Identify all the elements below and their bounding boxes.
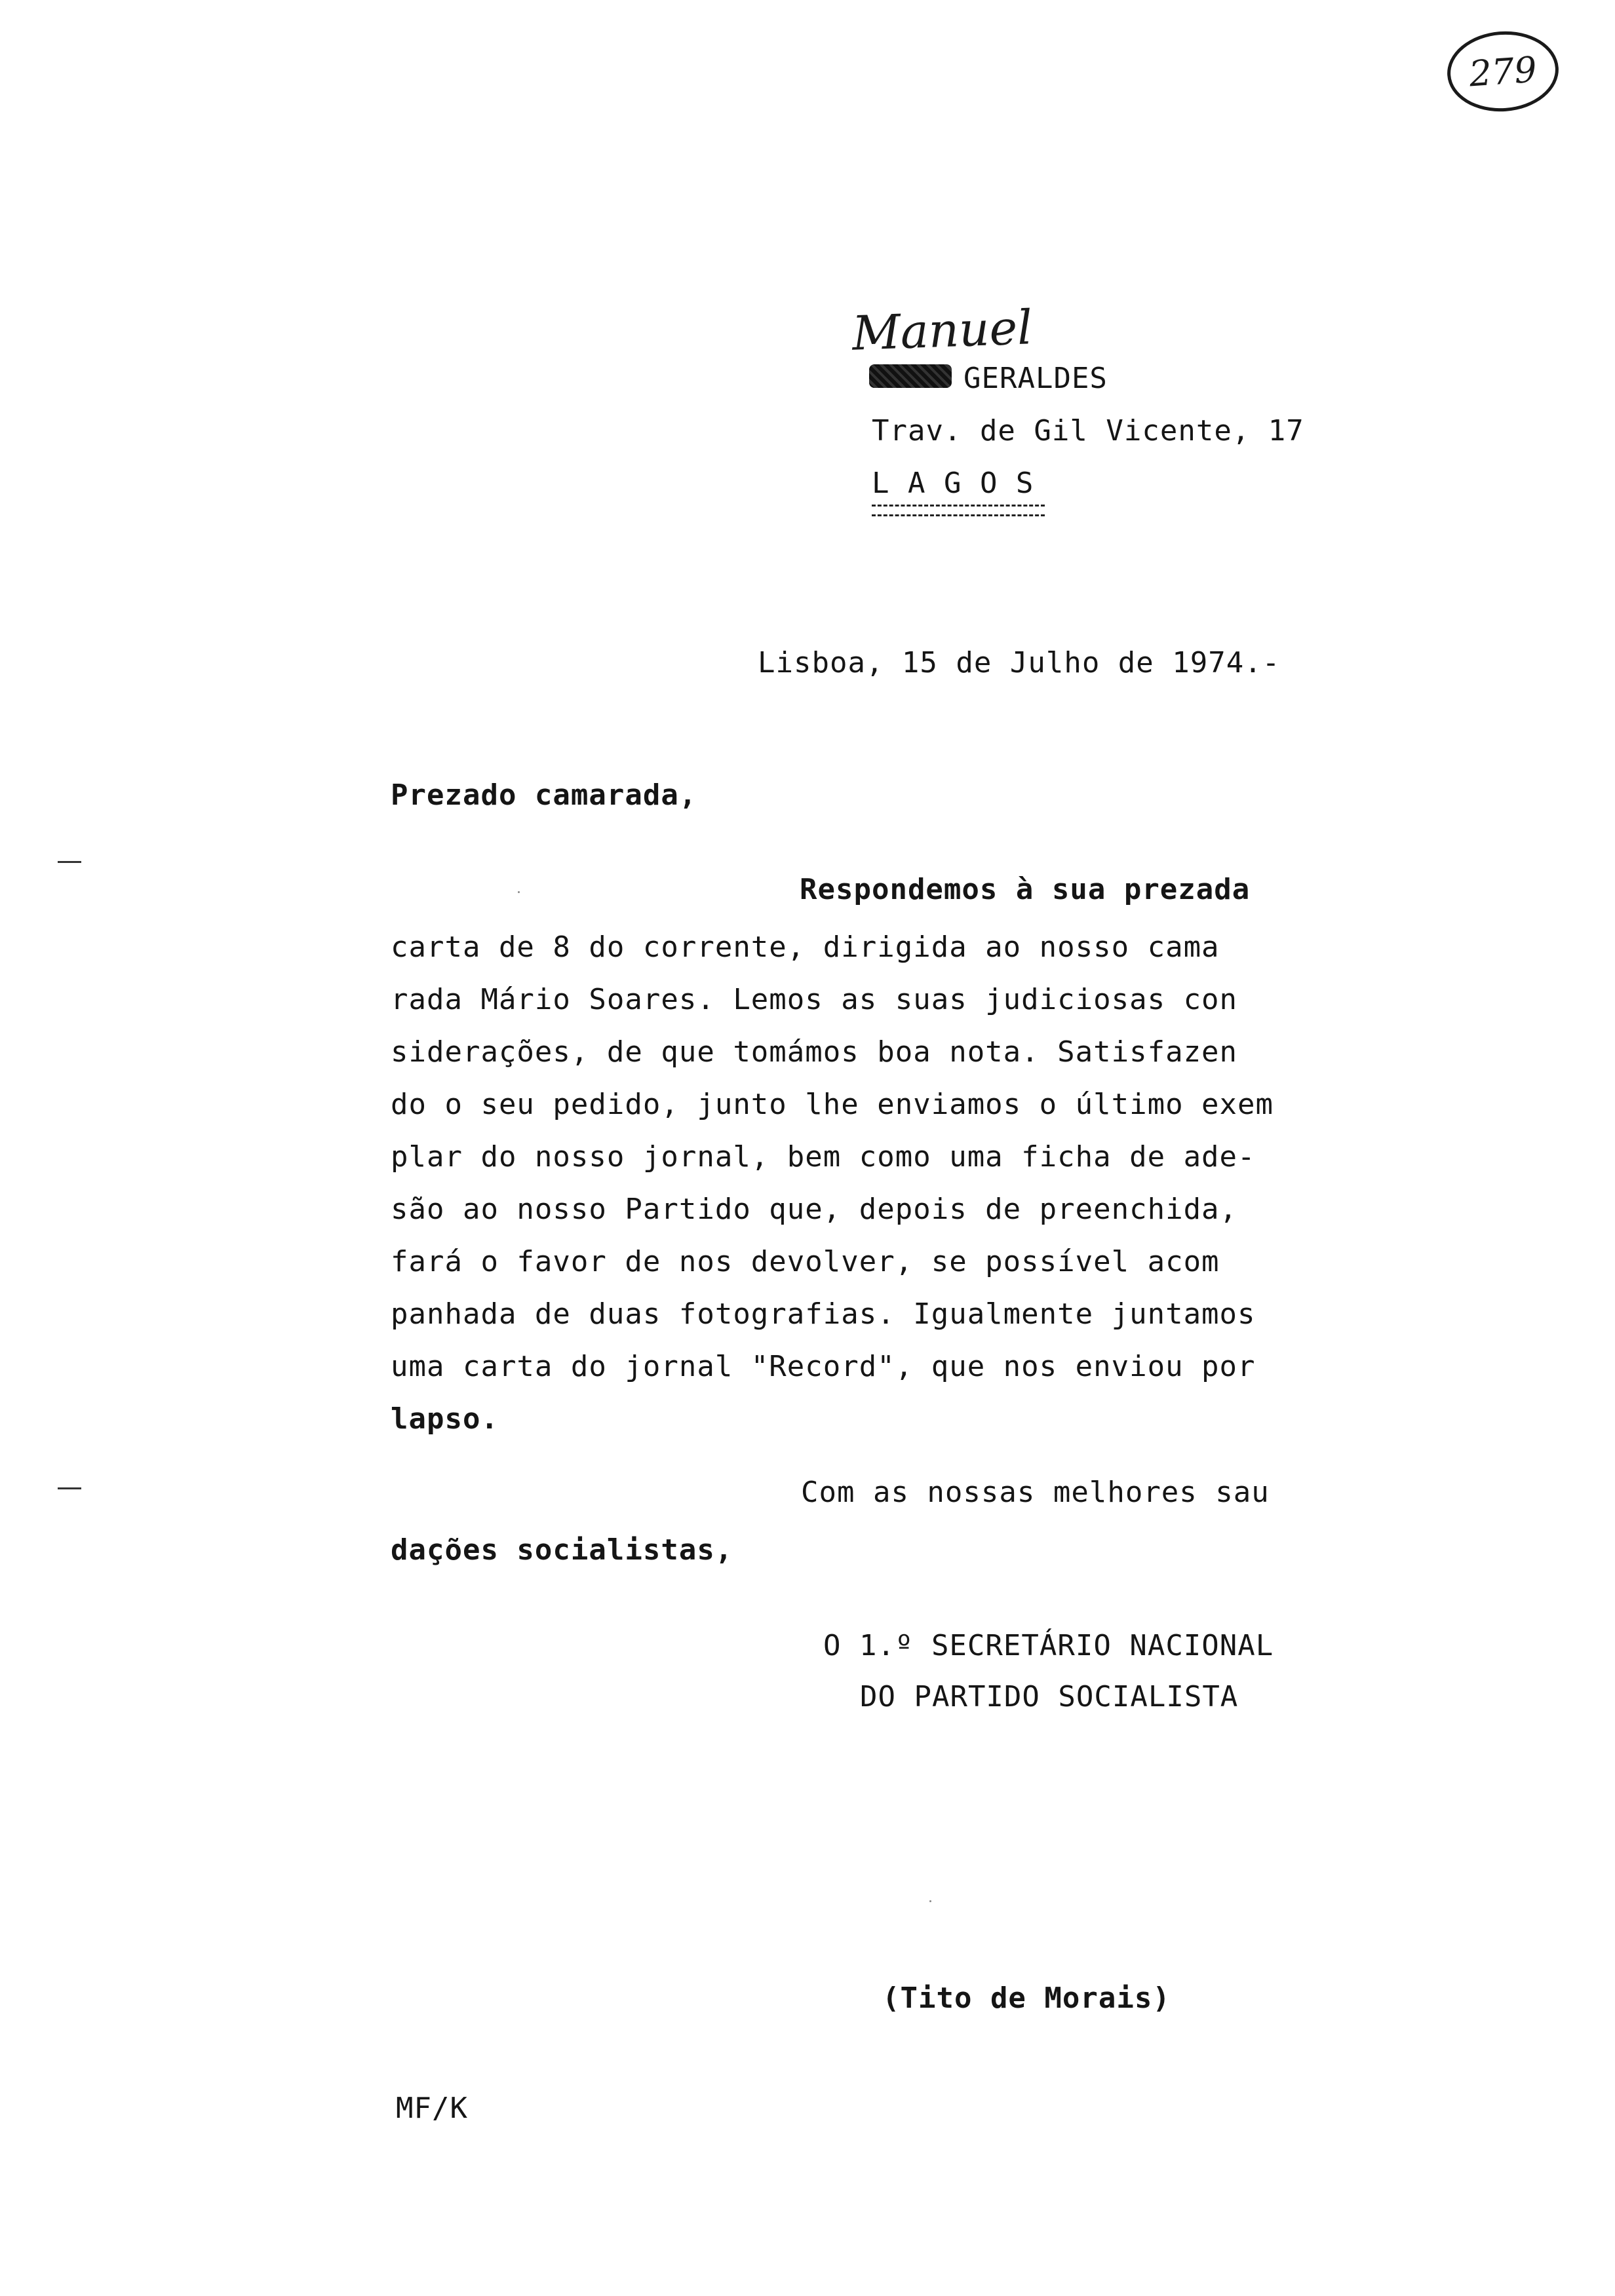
signature-title-line1: O 1.º SECRETÁRIO NACIONAL	[823, 1629, 1274, 1662]
signatory-name: (Tito de Morais)	[882, 1981, 1171, 2015]
page-number-text: 279	[1468, 48, 1538, 95]
closing-line: Com as nossas melhores sau	[801, 1476, 1270, 1509]
page-number-stamp	[1445, 28, 1561, 115]
recipient-surname: GERALDES	[963, 362, 1108, 395]
body-line: Respondemos à sua prezada	[800, 873, 1251, 906]
city-double-underline	[872, 505, 1045, 516]
body-line: são ao nosso Partido que, depois de preenchida,	[391, 1193, 1238, 1226]
recipient-street: Trav. de Gil Vicente, 17	[872, 414, 1304, 448]
recipient-city: L A G O S	[872, 467, 1034, 500]
speck	[518, 891, 520, 893]
body-line: do o seu pedido, junto lhe enviamos o último exem	[391, 1088, 1274, 1121]
reference-initials: MF/K	[396, 2092, 468, 2125]
body-line: lapso.	[391, 1402, 499, 1436]
struck-out-first-name	[869, 364, 952, 388]
body-line: plar do nosso jornal, bem como uma ficha de ade-	[391, 1140, 1256, 1174]
body-line: siderações, de que tomámos boa nota. Satisfazen	[391, 1035, 1238, 1069]
signature-title-line2: DO PARTIDO SOCIALISTA	[860, 1680, 1239, 1713]
margin-mark	[58, 861, 81, 863]
salutation: Prezado camarada,	[391, 778, 697, 812]
handwritten-first-name: Manuel	[851, 299, 1034, 361]
margin-mark	[58, 1487, 81, 1489]
body-line: uma carta do jornal "Record", que nos enviou por	[391, 1350, 1256, 1383]
speck	[929, 1900, 931, 1902]
closing-line: dações socialistas,	[391, 1533, 733, 1567]
letter-date: Lisboa, 15 de Julho de 1974.-	[758, 646, 1281, 679]
body-line: panhada de duas fotografias. Igualmente juntamos	[391, 1297, 1256, 1331]
body-line: rada Mário Soares. Lemos as suas judiciosas con	[391, 983, 1238, 1016]
body-line: fará o favor de nos devolver, se possível acom	[391, 1245, 1220, 1278]
body-line: carta de 8 do corrente, dirigida ao nosso cama	[391, 930, 1220, 964]
